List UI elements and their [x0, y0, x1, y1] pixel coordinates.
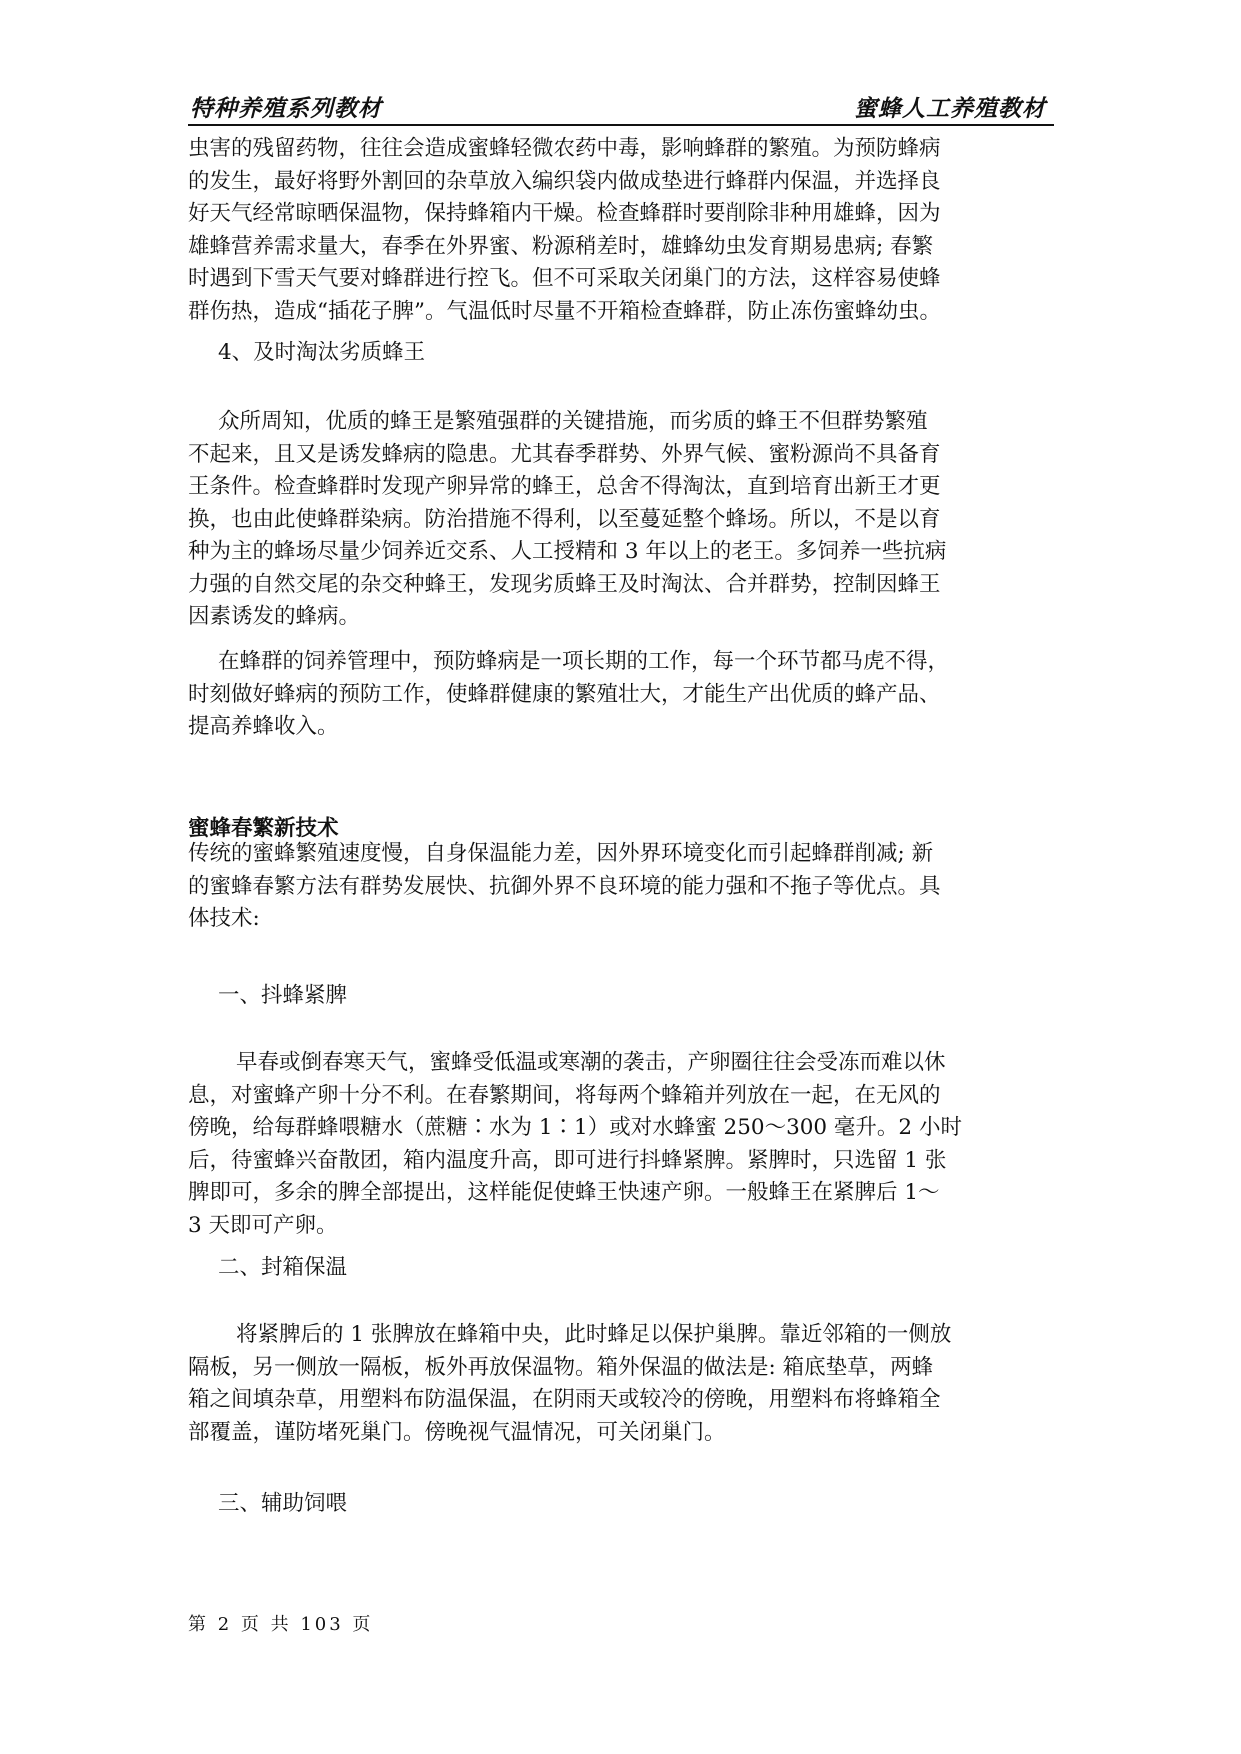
text-line: 好天气经常晾晒保温物，保持蜂箱内干燥。检查蜂群时要削除非种用雄蜂，因为 [188, 201, 941, 226]
text-line: 体技术: [188, 906, 260, 931]
text-line: 种为主的蜂场尽量少饲养近交系、人工授精和 3 年以上的老王。多饲养一些抗病 [188, 539, 947, 564]
text-line: 因素诱发的蜂病。 [188, 604, 361, 629]
text-line: 脾即可，多余的脾全部提出，这样能促使蜂王快速产卵。一般蜂王在紧脾后 1～ [188, 1180, 940, 1205]
item-heading-4: 4、及时淘汰劣质蜂王 [218, 340, 426, 365]
paragraph-insulation [188, 1319, 1054, 1449]
paragraph-management [188, 646, 1054, 744]
text-line: 的蜜蜂春繁方法有群势发展快、抗御外界不良环境的能力强和不拖子等优点。具 [188, 873, 941, 899]
text-line: 隔板，另一侧放一隔板，板外再放保温物。箱外保温的做法是: 箱底垫草，两蜂 [188, 1354, 934, 1380]
paragraph-queen-quality [188, 406, 1054, 634]
text-line: 息，对蜜蜂产卵十分不利。在春繁期间，将每两个蜂箱并列放在一起，在无风的 [188, 1082, 941, 1108]
text-line: 部覆盖，谨防堵死巢门。傍晚视气温情况，可关闭巢门。 [188, 1419, 726, 1445]
text-line: 传统的蜜蜂繁殖速度慢，自身保温能力差，因外界环境变化而引起蜂群削减; 新 [188, 841, 934, 866]
item-heading-2: 二、封箱保温 [218, 1255, 348, 1280]
text-line: 虫害的残留药物，往往会造成蜜蜂轻微农药中毒，影响蜂群的繁殖。为预防蜂病 [188, 136, 941, 161]
text-line: 不起来，且又是诱发蜂病的隐患。尤其春季群势、外界气候、蜜粉源尚不具备育 [188, 441, 941, 467]
text-line: 时刻做好蜂病的预防工作，使蜂群健康的繁殖壮大，才能生产出优质的蜂产品、 [188, 681, 941, 707]
text-line: 在蜂群的饲养管理中，预防蜂病是一项长期的工作，每一个环节都马虎不得， [218, 649, 950, 674]
page-footer: 第 2 页 共 103 页 [188, 1614, 374, 1635]
text-line: 箱之间填杂草，用塑料布防温保温，在阴雨天或较冷的傍晚，用塑料布将蜂箱全 [188, 1387, 941, 1412]
text-line: 时遇到下雪天气要对蜂群进行控飞。但不可采取关闭巢门的方法，这样容易使蜂 [188, 266, 941, 291]
paragraph-shake-bees [188, 1047, 1054, 1242]
item-heading-3: 三、辅助饲喂 [218, 1491, 348, 1516]
text-line: 提高养蜂收入。 [188, 714, 339, 739]
text-line: 力强的自然交尾的杂交种蜂王，发现劣质蜂王及时淘汰、合并群势，控制因蜂王 [188, 571, 941, 597]
text-line: 早春或倒春寒天气，蜜蜂受低温或寒潮的袭击，产卵圈往往会受冻而难以休 [236, 1050, 946, 1075]
paragraph-spring-intro [188, 838, 1054, 936]
text-line: 的发生，最好将野外割回的杂草放入编织袋内做成垫进行蜂群内保温，并选择良 [188, 168, 941, 194]
text-line: 众所周知，优质的蜂王是繁殖强群的关键措施，而劣质的蜂王不但群势繁殖 [218, 409, 928, 434]
header-book-title: 蜜蜂人工养殖教材 [854, 95, 1046, 122]
text-line: 换，也由此使蜂群染病。防治措施不得利，以至蔓延整个蜂场。所以，不是以育 [188, 506, 941, 532]
text-line: 傍晚，给每群蜂喂糖水（蔗糖∶水为 1∶1）或对水蜂蜜 250～300 毫升。2 小时 [188, 1115, 962, 1140]
paragraph-pest-residue [188, 133, 1054, 328]
item-heading-1: 一、抖蜂紧脾 [218, 983, 348, 1008]
text-line: 群伤热，造成“插花子脾”。气温低时尽量不开箱检查蜂群，防止冻伤蜜蜂幼虫。 [188, 298, 941, 324]
page-header [188, 88, 1054, 126]
text-line: 3 天即可产卵。 [188, 1212, 338, 1238]
text-line: 雄蜂营养需求量大，春季在外界蜜、粉源稍差时，雄蜂幼虫发育期易患病; 春繁 [188, 233, 934, 259]
text-line: 王条件。检查蜂群时发现产卵异常的蜂王，总舍不得淘汰，直到培育出新王才更 [188, 474, 941, 499]
text-line: 后，待蜜蜂兴奋散团，箱内温度升高，即可进行抖蜂紧脾。紧脾时，只选留 1 张 [188, 1147, 947, 1173]
header-series-title: 特种养殖系列教材 [190, 95, 382, 122]
text-line: 将紧脾后的 1 张脾放在蜂箱中央，此时蜂足以保护巢脾。靠近邻箱的一侧放 [236, 1322, 952, 1347]
section-title: 蜜蜂春繁新技术 [188, 816, 339, 841]
